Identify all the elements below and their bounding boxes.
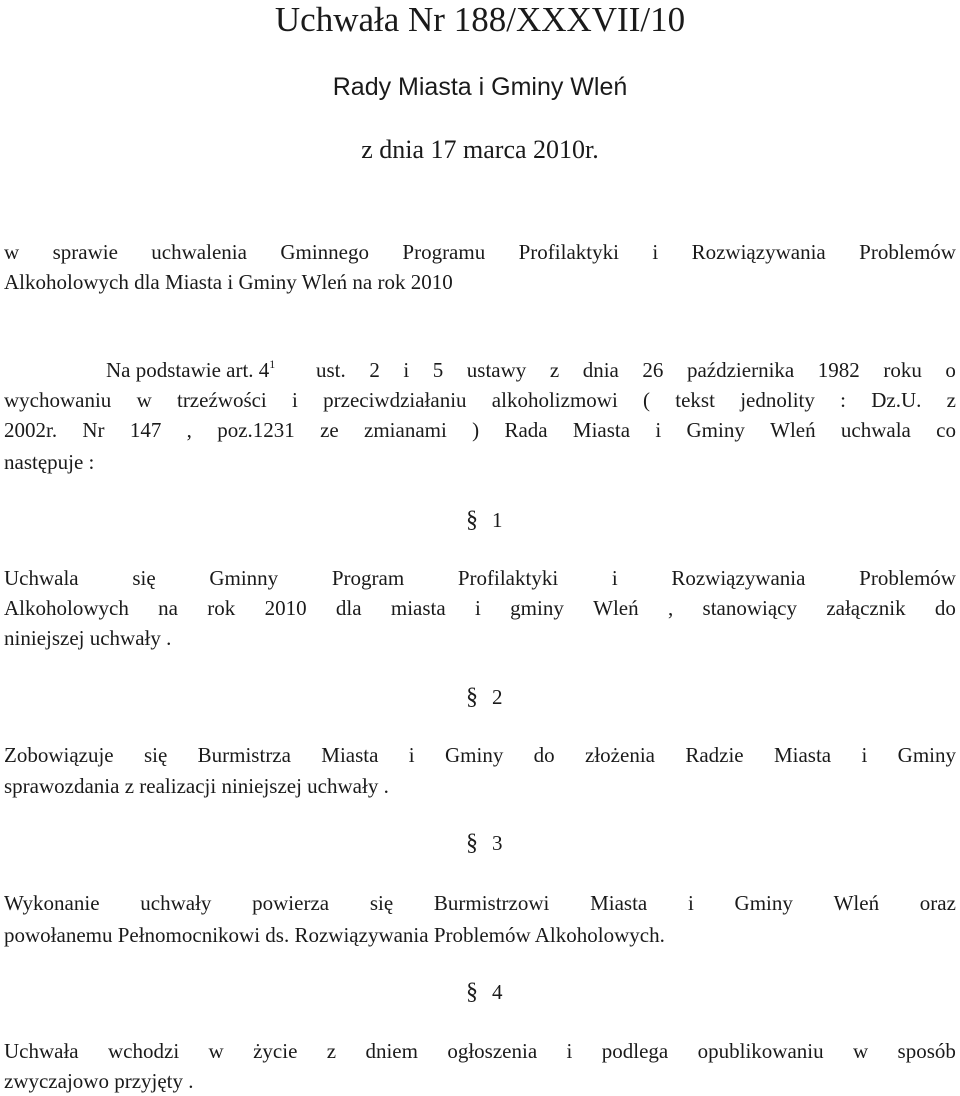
word: na xyxy=(158,596,178,620)
word: Profilaktyki xyxy=(457,566,559,590)
word: Wleń xyxy=(770,418,816,442)
word: sposób xyxy=(897,1039,956,1063)
word: podlega xyxy=(601,1039,669,1063)
word: do xyxy=(533,743,555,767)
word: Uchwala xyxy=(4,566,79,590)
section-number: 2 xyxy=(492,685,503,709)
word: , xyxy=(667,596,674,620)
section-number: 1 xyxy=(492,508,503,532)
word: się xyxy=(369,891,394,915)
word: Rozwiązywania xyxy=(691,240,826,264)
word: Rada xyxy=(504,418,548,442)
word: poz.1231 xyxy=(217,418,295,442)
word: Uchwała xyxy=(4,1039,79,1063)
word: Radzie xyxy=(685,743,744,767)
word: ( xyxy=(643,388,651,412)
word: Miasta xyxy=(773,743,832,767)
word: i xyxy=(652,240,659,264)
word: przeciwdziałaniu xyxy=(323,388,467,412)
subject-line-2: Alkoholowych dla Miasta i Gminy Wleń na rok 2010 xyxy=(4,270,453,294)
word: ogłoszenia xyxy=(447,1039,538,1063)
word: 26 xyxy=(642,358,664,382)
word: w xyxy=(208,1039,224,1063)
word: Profilaktyki xyxy=(518,240,619,264)
preamble-line-1 xyxy=(106,356,956,384)
word: Wleń xyxy=(833,891,880,915)
section-2-line-1 xyxy=(4,741,956,769)
word: Zobowiązuje xyxy=(4,743,114,767)
word: powierza xyxy=(252,891,330,915)
word: stanowiący xyxy=(702,596,797,620)
word: Miasta xyxy=(572,418,631,442)
resolution-title: Uchwała Nr 188/XXXVII/10 xyxy=(274,0,686,39)
word: załącznik xyxy=(826,596,906,620)
section-number: 3 xyxy=(492,831,503,855)
word: złożenia xyxy=(585,743,655,767)
section-number: 4 xyxy=(492,980,503,1004)
word: opublikowaniu xyxy=(697,1039,824,1063)
word: 5 xyxy=(432,358,444,382)
paragraph-sign-icon: § xyxy=(466,830,478,856)
word: , xyxy=(186,418,192,442)
preamble-line-2 xyxy=(4,386,956,414)
word: Alkoholowych xyxy=(4,596,129,620)
word: i xyxy=(403,358,410,382)
section-heading-2 xyxy=(466,683,503,711)
article-superscript: 1 xyxy=(269,357,276,371)
section-1-line-3: niniejszej uchwały . xyxy=(4,626,172,650)
word: Problemów xyxy=(859,566,956,590)
word: Programu xyxy=(402,240,486,264)
subject-line-1 xyxy=(4,238,956,266)
word: 1982 xyxy=(817,358,860,382)
paragraph-sign-icon: § xyxy=(466,979,478,1005)
preamble-line-4: następuje : xyxy=(4,450,95,474)
word: Gminy xyxy=(444,743,504,767)
word: tekst xyxy=(675,388,715,412)
word: Rozwiązywania xyxy=(671,566,806,590)
word: do xyxy=(934,596,956,620)
section-2-line-2: sprawozdania z realizacji niniejszej uchwały . xyxy=(4,774,389,798)
word: 2002r. xyxy=(4,418,58,442)
word: Wykonanie xyxy=(4,891,100,915)
word: i xyxy=(292,388,298,412)
word: Burmistrzowi xyxy=(433,891,550,915)
word: i xyxy=(408,743,415,767)
word: Gminy xyxy=(897,743,956,767)
word: ustawy xyxy=(466,358,527,382)
section-heading-4 xyxy=(466,978,503,1006)
section-3-line-1 xyxy=(4,889,956,917)
word: Gminy xyxy=(686,418,745,442)
word: i xyxy=(611,566,618,590)
word: i xyxy=(687,891,694,915)
preamble-line-3 xyxy=(4,416,956,444)
word: 2 xyxy=(369,358,380,382)
section-3-line-2: powołanemu Pełnomocnikowi ds. Rozwiązywania Problemów Alkoholowych. xyxy=(4,923,665,947)
section-4-line-1 xyxy=(4,1037,956,1065)
paragraph-sign-icon: § xyxy=(466,507,478,533)
section-4-line-2: zwyczajowo przyjęty . xyxy=(4,1069,194,1093)
word: oraz xyxy=(919,891,956,915)
word: rok xyxy=(207,596,236,620)
word: gminy xyxy=(510,596,564,620)
word: z xyxy=(946,388,956,412)
word: Gminny xyxy=(209,566,279,590)
word: wchodzi xyxy=(108,1039,180,1063)
council-name: Rady Miasta i Gminy Wleń xyxy=(332,73,628,101)
word: dla xyxy=(335,596,362,620)
word: jednolity xyxy=(740,388,815,412)
word: z xyxy=(549,358,560,382)
word: 147 xyxy=(129,418,162,442)
section-1-line-2 xyxy=(4,594,956,622)
word: ze xyxy=(320,418,339,442)
word: trzeźwości xyxy=(176,388,267,412)
word: Program xyxy=(331,566,405,590)
preamble-line-1-rest xyxy=(316,356,956,384)
word: miasta xyxy=(390,596,446,620)
word: uchwały xyxy=(140,891,212,915)
section-heading-1 xyxy=(466,506,503,534)
section-heading-3 xyxy=(466,829,503,857)
word: dniem xyxy=(365,1039,418,1063)
word: : xyxy=(840,388,846,412)
word: się xyxy=(143,743,168,767)
word: Wleń xyxy=(593,596,639,620)
word: Miasta xyxy=(321,743,379,767)
word: dnia xyxy=(582,358,619,382)
word: uchwala xyxy=(840,418,911,442)
word: ust. xyxy=(316,358,346,382)
word: życie xyxy=(253,1039,298,1063)
word: w xyxy=(852,1039,869,1063)
preamble-article: Na podstawie art. 4 xyxy=(106,358,270,382)
word: Nr xyxy=(82,418,105,442)
word: roku xyxy=(883,358,922,382)
resolution-date: z dnia 17 marca 2010r. xyxy=(361,135,599,164)
word: i xyxy=(861,743,868,767)
word: i xyxy=(655,418,662,442)
word: Gminy xyxy=(734,891,793,915)
word: sprawie xyxy=(52,240,118,264)
word: października xyxy=(686,358,795,382)
word: Problemów xyxy=(859,240,956,264)
word: i xyxy=(475,596,481,620)
word: uchwalenia xyxy=(151,240,247,264)
word: w xyxy=(4,240,20,264)
word: się xyxy=(132,566,156,590)
word: zmianami xyxy=(364,418,447,442)
word: co xyxy=(936,418,956,442)
word: Burmistrza xyxy=(197,743,291,767)
paragraph-sign-icon: § xyxy=(466,684,478,710)
word: 2010 xyxy=(264,596,307,620)
section-1-line-1 xyxy=(4,564,956,592)
word: alkoholizmowi xyxy=(491,388,618,412)
word: ) xyxy=(472,418,480,442)
word: wychowaniu xyxy=(4,388,112,412)
word: o xyxy=(945,358,956,382)
word: Miasta xyxy=(590,891,648,915)
word: i xyxy=(566,1039,573,1063)
word: Dz.U. xyxy=(871,388,922,412)
word: Gminnego xyxy=(280,240,369,264)
word: w xyxy=(136,388,152,412)
word: z xyxy=(326,1039,337,1063)
